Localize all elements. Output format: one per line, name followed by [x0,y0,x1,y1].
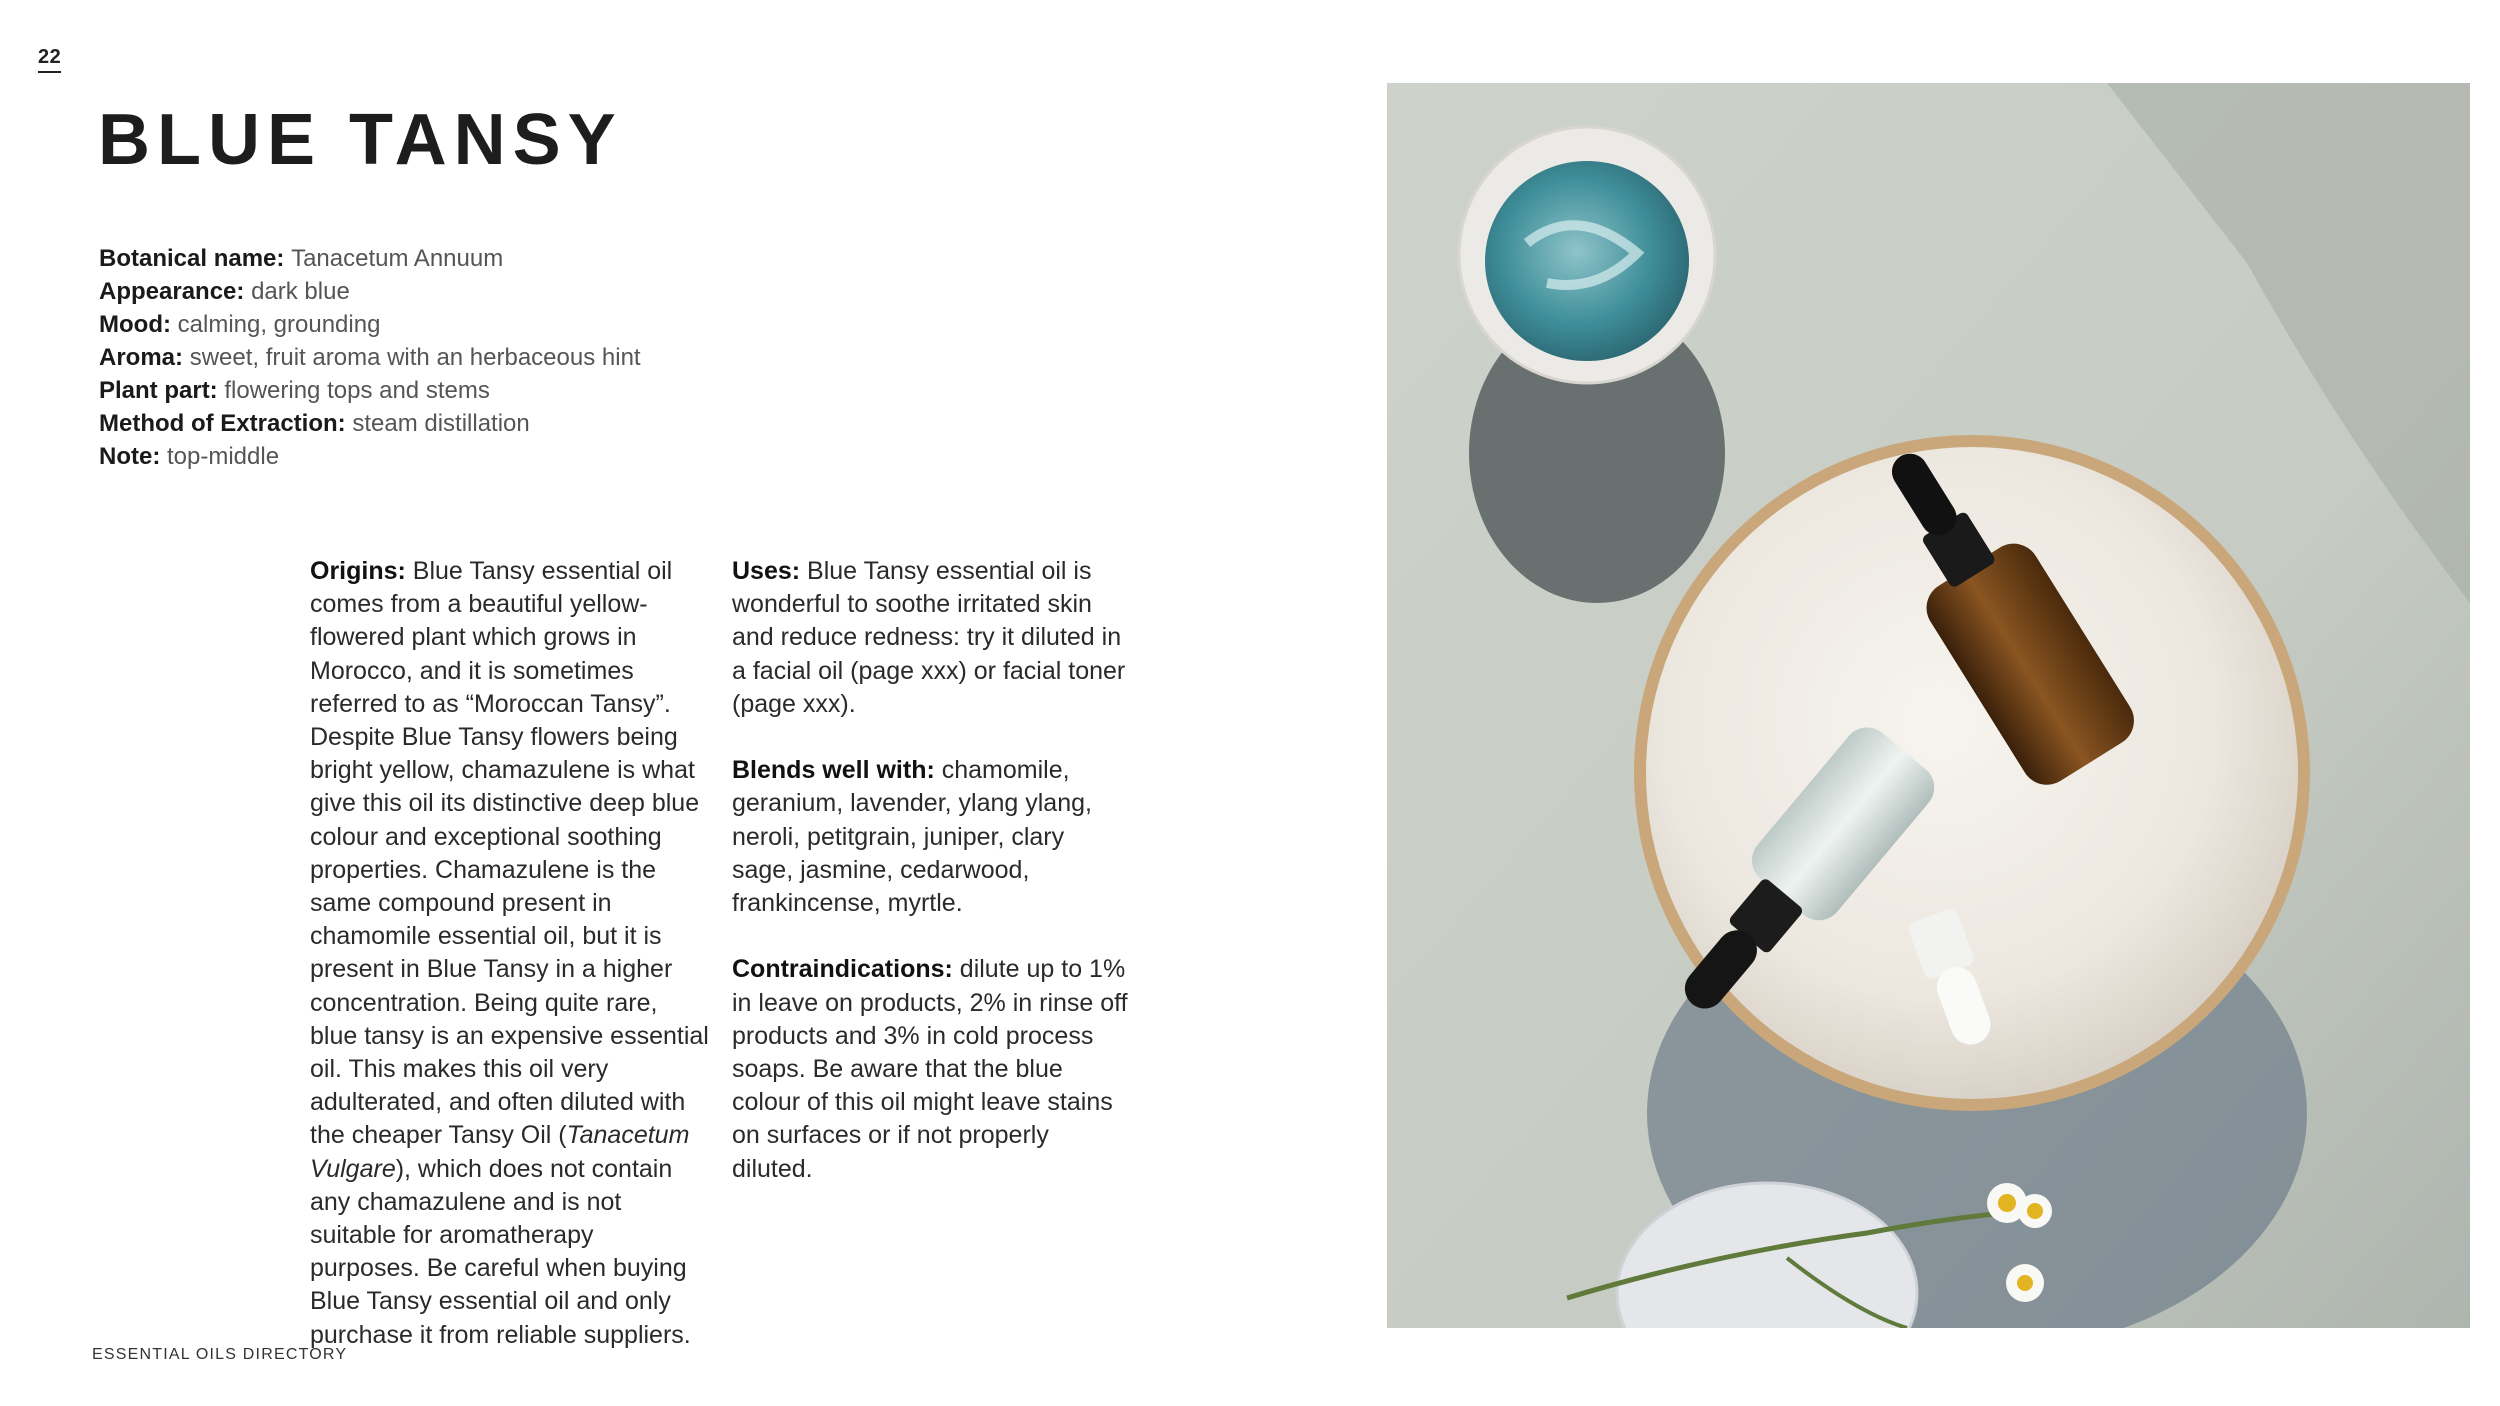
oil-facts-list [99,242,641,473]
contraindications-paragraph [732,953,1132,1185]
fact-label: Botanical name: [99,245,285,272]
body-column-left [310,555,710,1352]
uses-paragraph [732,555,1132,721]
fact-value: sweet, fruit aroma with an herbaceous hint [189,344,641,371]
origins-label: Origins: [310,557,406,585]
contraindications-label: Contraindications: [732,955,953,984]
fact-value: calming, grounding [177,311,381,338]
fact-label: Mood: [99,311,171,338]
blue-oil [1485,161,1689,361]
fact-label: Note: [99,443,161,470]
blends-paragraph [732,754,1132,920]
body-column-right [732,555,1132,1186]
fact-value: top-middle [167,443,280,470]
fact-value: Tanacetum Annuum [291,245,504,272]
fact-botanical-name [99,242,641,275]
uses-text: Blue Tansy essential oil is wonderful to soothe irritated skin and reduce redness: try it diluted in a facial oil (page xxx) or facial toner (page xxx). [732,557,1126,718]
origins-text-continued: ), which does not contain any chamazulene and is not suitable for aromatherapy purposes. Be careful when buying Blue Tansy essential oil and only purchase it from reliable suppliers. [310,1154,691,1349]
origins-text: Blue Tansy essential oil comes from a beautiful yellow-flowered plant which grows in Morocco, and it is sometimes referred to as “Moroccan Tansy”. Despite Blue Tansy flowers being bright yellow, chamazulene is what give this oil its distinctive deep blue colour and exceptional soothing properties. Chamazulene is the same compound present in chamomile essential oil, but it is present in Blue Tansy in a higher concentration. Being quite rare, blue tansy is an expensive essential oil. This makes this oil very adulterated, and often diluted with the cheaper Tansy Oil ( [310,557,709,1150]
page-number: 22 [38,46,61,73]
product-photo [1387,83,2470,1328]
fact-value: dark blue [251,278,350,305]
blends-text: chamomile, geranium, lavender, ylang ylang, neroli, petitgrain, juniper, clary sage, jasmine, cedarwood, frankincense, myrtle. [732,756,1092,918]
fact-mood [99,308,641,341]
running-footer: ESSENTIAL OILS DIRECTORY [92,1346,348,1363]
photo-illustration [1387,83,2470,1328]
fact-value: steam distillation [352,410,530,437]
contraindications-text: dilute up to 1% in leave on products, 2% in rinse off products and 3% in cold process soaps. Be aware that the blue colour of this oil might leave stains on surfaces or if not properly diluted. [732,955,1128,1183]
fact-plant-part [99,374,641,407]
uses-label: Uses: [732,557,801,585]
page-title: BLUE TANSY [98,100,623,180]
fact-label: Aroma: [99,344,184,371]
fact-label: Plant part: [99,377,218,404]
fact-aroma [99,341,641,374]
fact-value: flowering tops and stems [224,377,490,404]
blends-label: Blends well with: [732,756,935,785]
fact-note [99,440,641,473]
fact-appearance [99,275,641,308]
fact-label: Method of Extraction: [99,410,346,437]
origins-latin-name: Tanacetum Vulgare [310,1121,690,1183]
fact-label: Appearance: [99,278,245,305]
fact-extraction-method [99,407,641,440]
origins-paragraph [310,555,710,1352]
